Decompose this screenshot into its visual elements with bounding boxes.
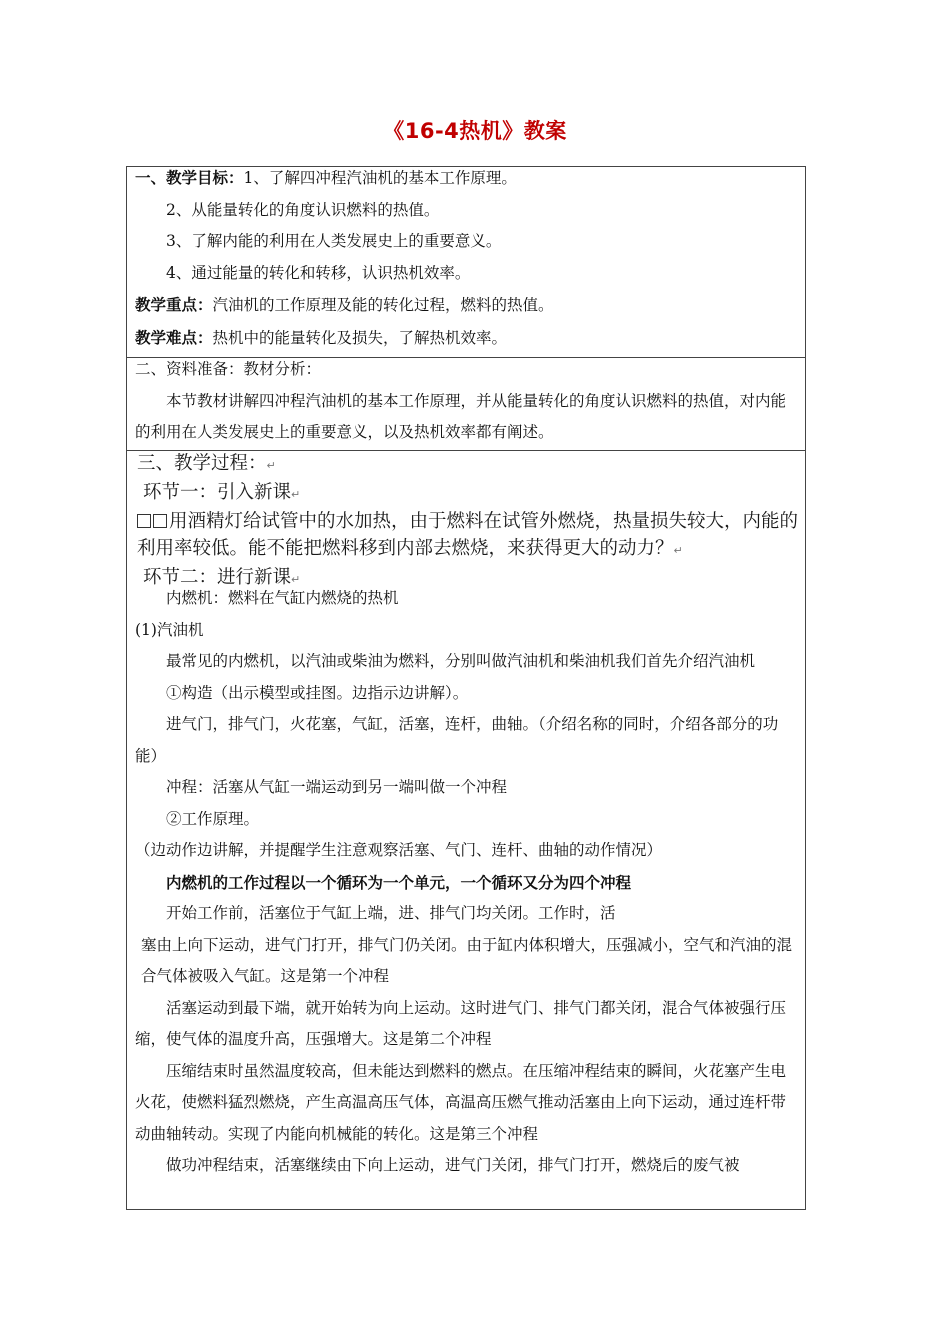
materials-paragraph: 本节教材讲解四冲程汽油机的基本工作原理，并从能量转化的角度认识燃料的热值，对内能的利用在人类发展史上的重要意义，以及热机效率都有阐述。 bbox=[135, 391, 787, 441]
process-line-13: 压缩结束时虽然温度较高，但未能达到燃料的燃点。在压缩冲程结束的瞬间，火花塞产生电火花，使燃料猛烈燃烧，产生高温高压气体，高温高压燃气推动活塞由上向下运动，通过连杆带动曲轴转动。实现了内能向机械能的转化。这是第三个冲程 bbox=[135, 1061, 787, 1143]
key-points-label: 教学重点： bbox=[135, 295, 213, 314]
goal-item-4: 4、通过能量的转化和转移，认识热机效率。 bbox=[166, 263, 471, 282]
goal-item-2: 2、从能量转化的角度认识燃料的热值。 bbox=[166, 200, 440, 219]
process-line-8: （边动作边讲解，并提醒学生注意观察活塞、气门、连杆、曲轴的动作情况） bbox=[135, 841, 663, 859]
goal-item-3: 3、了解内能的利用在人类发展史上的重要意义。 bbox=[166, 232, 502, 250]
materials-heading: 二、资料准备：教材分析： bbox=[135, 360, 322, 378]
process-line-10: 开始工作前，活塞位于气缸上端，进、排气门均关闭。工作时，活 bbox=[166, 904, 616, 922]
materials-cell bbox=[135, 354, 800, 449]
document-title: 《16-4热机》教案 bbox=[383, 119, 567, 143]
process-line-11: 塞由上向下运动，进气门打开，排气门仍关闭。由于缸内体积增大，压强减小，空气和汽油的混合气体被吸入气缸。这是第一个冲程 bbox=[141, 935, 793, 985]
process-line-14: 做功冲程结束，活塞继续由下向上运动，进气门关闭，排气门打开，燃烧后的废气被 bbox=[166, 1156, 740, 1174]
process-heading: 三、教学过程： bbox=[137, 453, 267, 474]
process-line-2: (1)汽油机 bbox=[135, 620, 204, 639]
missing-glyph-box-icon bbox=[137, 514, 151, 528]
process-line-7: ②工作原理。 bbox=[166, 809, 260, 828]
goals-heading: 一、教学目标： bbox=[135, 168, 244, 187]
process-line-4: ①构造（出示模型或挂图。边指示边讲解）。 bbox=[166, 683, 469, 702]
missing-glyph-box-icon bbox=[153, 514, 167, 528]
process-line-5: 进气门，排气门，火花塞，气缸，活塞，连杆，曲轴。（介绍名称的同时，介绍各部分的功能） bbox=[135, 715, 779, 765]
paragraph-mark-icon: ↵ bbox=[673, 544, 683, 557]
process-scanned-block bbox=[137, 450, 802, 593]
step-2-label: 环节二：进行新课 bbox=[143, 567, 292, 588]
process-line-6: 冲程：活塞从气缸一端运动到另一端叫做一个冲程 bbox=[166, 778, 508, 796]
paragraph-mark-icon: ↵ bbox=[291, 573, 301, 586]
process-line-3: 最常见的内燃机，以汽油或柴油为燃料，分别叫做汽油机和柴油机我们首先介绍汽油机 bbox=[166, 652, 756, 670]
process-line-12: 活塞运动到最下端，就开始转为向上运动。这时进气门、排气门都关闭，混合气体被强行压缩，使气体的温度升高，压强增大。这是第二个冲程 bbox=[135, 998, 787, 1048]
paragraph-mark-icon: ↵ bbox=[266, 459, 276, 472]
key-points-text: 汽油机的工作原理及能的转化过程，燃料的热值。 bbox=[212, 296, 554, 314]
goal-item-1: 1、了解四冲程汽油机的基本工作原理。 bbox=[243, 169, 517, 187]
difficult-points-text: 热机中的能量转化及损失，了解热机效率。 bbox=[212, 328, 508, 347]
process-line-9: 内燃机的工作过程以一个循环为一个单元，一个循环又分为四个冲程 bbox=[166, 872, 632, 892]
process-line-1: 内燃机：燃料在气缸内燃烧的热机 bbox=[166, 589, 399, 607]
teaching-goals-cell bbox=[135, 162, 800, 354]
step-1-label: 环节一：引入新课 bbox=[143, 482, 292, 503]
intro-paragraph: 用酒精灯给试管中的水加热，由于燃料在试管外燃烧，热量损失较大，内能的利用率较低。能不能把燃料移到内部去燃烧，来获得更大的动力？ bbox=[137, 511, 799, 559]
difficult-points-label: 教学难点： bbox=[135, 327, 213, 347]
process-body-cell bbox=[135, 583, 800, 1182]
paragraph-mark-icon: ↵ bbox=[291, 488, 301, 501]
